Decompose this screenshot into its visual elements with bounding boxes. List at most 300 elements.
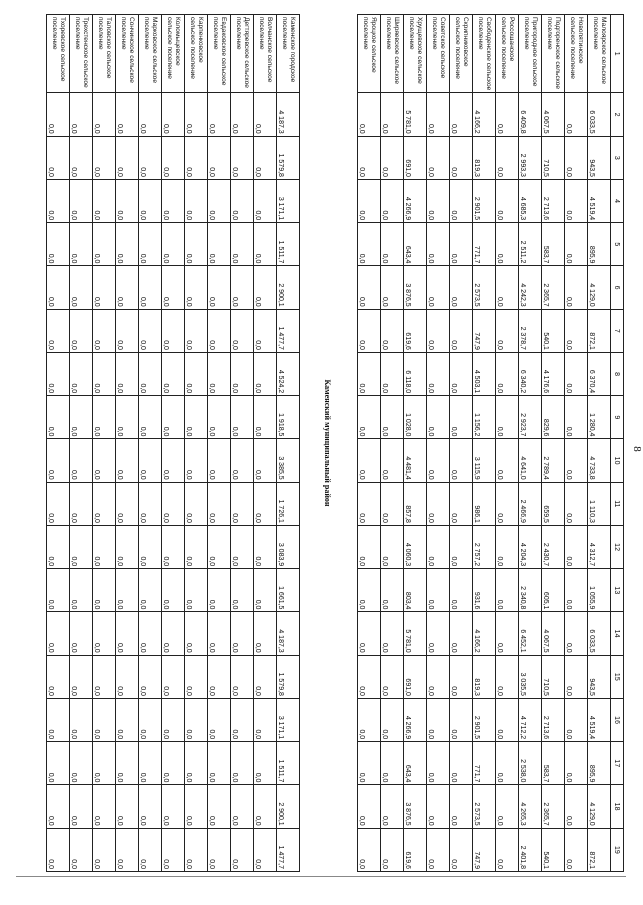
value-cell: 4 060,3 bbox=[404, 525, 427, 568]
value-cell: 1 028,0 bbox=[404, 396, 427, 439]
value-cell: 0,0 bbox=[254, 612, 277, 655]
value-cell: 6 370,4 bbox=[588, 352, 611, 395]
value-cell: 0,0 bbox=[185, 266, 208, 309]
value-cell: 0,0 bbox=[450, 698, 473, 741]
value-cell: 0,0 bbox=[116, 828, 139, 871]
table-row bbox=[231, 15, 254, 872]
settlement-name: Свободенское сельское поселение bbox=[473, 15, 496, 93]
value-cell: 4 129,0 bbox=[588, 266, 611, 309]
value-cell: 0,0 bbox=[254, 525, 277, 568]
value-cell: 857,8 bbox=[404, 482, 427, 525]
value-cell: 1 918,5 bbox=[277, 396, 300, 439]
value-cell: 0,0 bbox=[381, 612, 404, 655]
value-cell: 2 573,5 bbox=[473, 785, 496, 828]
value-cell: 0,0 bbox=[47, 569, 70, 612]
value-cell: 0,0 bbox=[450, 828, 473, 871]
value-cell: 895,9 bbox=[588, 223, 611, 266]
value-cell: 0,0 bbox=[381, 223, 404, 266]
value-cell: 0,0 bbox=[93, 136, 116, 179]
value-cell: 0,0 bbox=[450, 482, 473, 525]
value-cell: 1 055,9 bbox=[588, 569, 611, 612]
value-cell: 943,5 bbox=[588, 136, 611, 179]
column-number-header: 17 bbox=[611, 742, 624, 785]
value-cell: 0,0 bbox=[208, 525, 231, 568]
table-row bbox=[185, 15, 208, 872]
table-row bbox=[277, 15, 300, 872]
value-cell: 819,3 bbox=[473, 136, 496, 179]
value-cell: 3 083,9 bbox=[277, 525, 300, 568]
value-cell: 0,0 bbox=[208, 179, 231, 222]
settlement-name: Советское сельское поселение bbox=[427, 15, 450, 93]
value-cell: 0,0 bbox=[231, 828, 254, 871]
value-cell: 872,1 bbox=[588, 309, 611, 352]
value-cell: 0,0 bbox=[450, 396, 473, 439]
value-cell: 0,0 bbox=[185, 352, 208, 395]
value-cell: 0,0 bbox=[565, 439, 588, 482]
value-cell: 0,0 bbox=[93, 352, 116, 395]
value-cell: 872,1 bbox=[588, 828, 611, 871]
value-cell: 0,0 bbox=[93, 828, 116, 871]
value-cell: 829,6 bbox=[542, 396, 565, 439]
value-cell: 0,0 bbox=[70, 828, 93, 871]
value-cell: 0,0 bbox=[185, 136, 208, 179]
value-cell: 0,0 bbox=[116, 309, 139, 352]
value-cell: 0,0 bbox=[254, 698, 277, 741]
value-cell: 0,0 bbox=[565, 223, 588, 266]
value-cell: 0,0 bbox=[358, 828, 381, 871]
value-cell: 0,0 bbox=[427, 785, 450, 828]
value-cell: 0,0 bbox=[162, 136, 185, 179]
value-cell: 0,0 bbox=[427, 309, 450, 352]
value-cell: 0,0 bbox=[70, 742, 93, 785]
value-cell: 0,0 bbox=[93, 309, 116, 352]
settlement-name: Сончинское сельское поселение bbox=[116, 15, 139, 93]
value-cell: 710,5 bbox=[542, 655, 565, 698]
value-cell: 2 573,5 bbox=[473, 266, 496, 309]
value-cell: 2 378,7 bbox=[519, 309, 542, 352]
value-cell: 0,0 bbox=[496, 655, 519, 698]
value-cell: 0,0 bbox=[116, 698, 139, 741]
table-row bbox=[47, 15, 70, 872]
value-cell: 0,0 bbox=[381, 785, 404, 828]
value-cell: 4 524,2 bbox=[277, 352, 300, 395]
value-cell: 895,9 bbox=[588, 742, 611, 785]
value-cell: 4 481,4 bbox=[404, 439, 427, 482]
value-cell: 0,0 bbox=[47, 352, 70, 395]
value-cell: 0,0 bbox=[450, 223, 473, 266]
value-cell: 0,0 bbox=[496, 482, 519, 525]
value-cell: 0,0 bbox=[254, 439, 277, 482]
value-cell: 0,0 bbox=[381, 742, 404, 785]
value-cell: 4 187,3 bbox=[277, 93, 300, 136]
value-cell: 1 477,7 bbox=[277, 309, 300, 352]
value-cell: 4 166,2 bbox=[473, 93, 496, 136]
value-cell: 0,0 bbox=[116, 352, 139, 395]
value-cell: 0,0 bbox=[162, 698, 185, 741]
value-cell: 0,0 bbox=[450, 612, 473, 655]
value-cell: 0,0 bbox=[139, 785, 162, 828]
value-cell: 0,0 bbox=[208, 742, 231, 785]
value-cell: 0,0 bbox=[185, 655, 208, 698]
value-cell: 0,0 bbox=[208, 612, 231, 655]
value-cell: 0,0 bbox=[70, 569, 93, 612]
value-cell: 0,0 bbox=[381, 698, 404, 741]
value-cell: 0,0 bbox=[254, 785, 277, 828]
value-cell: 0,0 bbox=[231, 266, 254, 309]
value-cell: 5 781,0 bbox=[404, 612, 427, 655]
value-cell: 0,0 bbox=[231, 223, 254, 266]
value-cell: 0,0 bbox=[208, 396, 231, 439]
value-cell: 0,0 bbox=[496, 439, 519, 482]
value-cell: 4 266,9 bbox=[404, 698, 427, 741]
table-row bbox=[139, 15, 162, 872]
value-cell: 0,0 bbox=[427, 136, 450, 179]
value-cell: 4 067,5 bbox=[542, 93, 565, 136]
value-cell: 0,0 bbox=[70, 93, 93, 136]
page-number: 8 bbox=[630, 446, 643, 452]
value-cell: 0,0 bbox=[47, 525, 70, 568]
value-cell: 1 579,8 bbox=[277, 655, 300, 698]
value-cell: 0,0 bbox=[47, 612, 70, 655]
value-cell: 0,0 bbox=[565, 785, 588, 828]
value-cell: 4 519,4 bbox=[588, 179, 611, 222]
value-cell: 0,0 bbox=[116, 612, 139, 655]
value-cell: 0,0 bbox=[254, 655, 277, 698]
value-cell: 0,0 bbox=[565, 266, 588, 309]
value-cell: 0,0 bbox=[185, 309, 208, 352]
value-cell: 619,6 bbox=[404, 828, 427, 871]
value-cell: 0,0 bbox=[116, 266, 139, 309]
value-cell: 0,0 bbox=[358, 266, 381, 309]
table-row bbox=[565, 15, 588, 872]
value-cell: 0,0 bbox=[427, 93, 450, 136]
value-cell: 4 204,3 bbox=[519, 525, 542, 568]
value-cell: 0,0 bbox=[116, 439, 139, 482]
value-cell: 691,0 bbox=[404, 136, 427, 179]
value-cell: 1 661,5 bbox=[277, 569, 300, 612]
value-cell: 0,0 bbox=[208, 828, 231, 871]
column-number-header: 5 bbox=[611, 223, 624, 266]
value-cell: 0,0 bbox=[565, 179, 588, 222]
value-cell: 0,0 bbox=[427, 482, 450, 525]
settlement-name: Волчанское сельское поселение bbox=[254, 15, 277, 93]
value-cell: 0,0 bbox=[185, 223, 208, 266]
column-number-header: 14 bbox=[611, 612, 624, 655]
value-cell: 0,0 bbox=[93, 266, 116, 309]
value-cell: 0,0 bbox=[116, 136, 139, 179]
value-cell: 0,0 bbox=[231, 396, 254, 439]
value-cell: 0,0 bbox=[231, 569, 254, 612]
value-cell: 2 901,5 bbox=[473, 698, 496, 741]
section-title: Каменский муниципальный район bbox=[323, 379, 332, 507]
column-number-header: 10 bbox=[611, 439, 624, 482]
value-cell: 6 452,1 bbox=[519, 612, 542, 655]
value-cell: 2 430,7 bbox=[542, 525, 565, 568]
value-cell: 583,7 bbox=[542, 223, 565, 266]
value-cell: 0,0 bbox=[381, 352, 404, 395]
value-cell: 0,0 bbox=[427, 698, 450, 741]
value-cell: 605,1 bbox=[542, 569, 565, 612]
value-cell: 0,0 bbox=[381, 828, 404, 871]
value-cell: 0,0 bbox=[47, 396, 70, 439]
value-cell: 0,0 bbox=[565, 742, 588, 785]
value-cell: 2 789,4 bbox=[542, 439, 565, 482]
value-cell: 0,0 bbox=[185, 698, 208, 741]
value-cell: 0,0 bbox=[450, 352, 473, 395]
value-cell: 0,0 bbox=[139, 655, 162, 698]
value-cell: 2 401,8 bbox=[519, 828, 542, 871]
value-cell: 0,0 bbox=[185, 828, 208, 871]
value-cell: 4 312,7 bbox=[588, 525, 611, 568]
value-cell: 0,0 bbox=[496, 179, 519, 222]
value-cell: 4 129,0 bbox=[588, 785, 611, 828]
value-cell: 0,0 bbox=[47, 698, 70, 741]
value-cell: 0,0 bbox=[70, 266, 93, 309]
value-cell: 2 923,7 bbox=[519, 396, 542, 439]
value-cell: 0,0 bbox=[450, 266, 473, 309]
value-cell: 2 466,9 bbox=[519, 482, 542, 525]
rotated-content bbox=[32, 14, 632, 884]
value-cell: 0,0 bbox=[139, 396, 162, 439]
settlement-name: Трехстенское сельское поселение bbox=[70, 15, 93, 93]
settlement-name: Каменское городское поселение bbox=[277, 15, 300, 93]
value-cell: 0,0 bbox=[93, 785, 116, 828]
value-cell: 0,0 bbox=[93, 698, 116, 741]
value-cell: 0,0 bbox=[358, 93, 381, 136]
settlement-name: Дегтяревское сельское поселение bbox=[231, 15, 254, 93]
table-row bbox=[93, 15, 116, 872]
table-row bbox=[473, 15, 496, 872]
value-cell: 0,0 bbox=[381, 309, 404, 352]
value-cell: 6 118,0 bbox=[404, 352, 427, 395]
value-cell: 0,0 bbox=[162, 439, 185, 482]
value-cell: 0,0 bbox=[450, 179, 473, 222]
value-cell: 0,0 bbox=[358, 655, 381, 698]
value-cell: 0,0 bbox=[162, 785, 185, 828]
value-cell: 0,0 bbox=[139, 352, 162, 395]
value-cell: 0,0 bbox=[208, 785, 231, 828]
value-cell: 2 900,1 bbox=[277, 785, 300, 828]
value-cell: 0,0 bbox=[185, 396, 208, 439]
column-number-header: 4 bbox=[611, 179, 624, 222]
column-number-header: 9 bbox=[611, 396, 624, 439]
value-cell: 943,5 bbox=[588, 655, 611, 698]
value-cell: 0,0 bbox=[93, 396, 116, 439]
table-row bbox=[450, 15, 473, 872]
value-cell: 0,0 bbox=[381, 482, 404, 525]
settlement-name: Таловское сельское поселение bbox=[93, 15, 116, 93]
value-cell: 0,0 bbox=[116, 785, 139, 828]
value-cell: 0,0 bbox=[93, 569, 116, 612]
value-cell: 0,0 bbox=[450, 439, 473, 482]
value-cell: 0,0 bbox=[254, 482, 277, 525]
value-cell: 0,0 bbox=[496, 612, 519, 655]
value-cell: 0,0 bbox=[450, 569, 473, 612]
value-cell: 0,0 bbox=[381, 655, 404, 698]
value-cell: 0,0 bbox=[70, 352, 93, 395]
value-cell: 0,0 bbox=[358, 525, 381, 568]
value-cell: 819,3 bbox=[473, 655, 496, 698]
value-cell: 0,0 bbox=[496, 266, 519, 309]
value-cell: 0,0 bbox=[358, 223, 381, 266]
value-cell: 0,0 bbox=[93, 93, 116, 136]
value-cell: 2 538,0 bbox=[519, 742, 542, 785]
value-cell: 0,0 bbox=[208, 569, 231, 612]
value-cell: 0,0 bbox=[358, 396, 381, 439]
value-cell: 1 280,4 bbox=[588, 396, 611, 439]
value-cell: 0,0 bbox=[47, 482, 70, 525]
settlement-name: Марковское сельское поселение bbox=[139, 15, 162, 93]
value-cell: 0,0 bbox=[70, 698, 93, 741]
value-cell: 0,0 bbox=[427, 439, 450, 482]
value-cell: 5 781,0 bbox=[404, 93, 427, 136]
value-cell: 0,0 bbox=[254, 223, 277, 266]
value-cell: 0,0 bbox=[208, 698, 231, 741]
value-cell: 0,0 bbox=[565, 655, 588, 698]
value-cell: 0,0 bbox=[139, 612, 162, 655]
value-cell: 0,0 bbox=[496, 352, 519, 395]
table-row bbox=[381, 15, 404, 872]
value-cell: 0,0 bbox=[496, 396, 519, 439]
value-cell: 0,0 bbox=[139, 569, 162, 612]
column-number-header: 3 bbox=[611, 136, 624, 179]
value-cell: 0,0 bbox=[254, 309, 277, 352]
value-cell: 0,0 bbox=[116, 525, 139, 568]
value-cell: 1 156,2 bbox=[473, 396, 496, 439]
settlement-name: Яроцкое сельское поселение bbox=[358, 15, 381, 93]
value-cell: 0,0 bbox=[162, 352, 185, 395]
value-cell: 0,0 bbox=[70, 396, 93, 439]
value-cell: 0,0 bbox=[381, 396, 404, 439]
value-cell: 0,0 bbox=[70, 179, 93, 222]
table-row bbox=[542, 15, 565, 872]
column-number-header: 16 bbox=[611, 698, 624, 741]
value-cell: 1 511,7 bbox=[277, 742, 300, 785]
value-cell: 0,0 bbox=[139, 223, 162, 266]
value-cell: 2 365,7 bbox=[542, 785, 565, 828]
value-cell: 0,0 bbox=[496, 742, 519, 785]
column-number-header: 12 bbox=[611, 525, 624, 568]
value-cell: 0,0 bbox=[358, 179, 381, 222]
value-cell: 0,0 bbox=[427, 223, 450, 266]
value-cell: 0,0 bbox=[565, 136, 588, 179]
value-cell: 0,0 bbox=[496, 828, 519, 871]
value-cell: 0,0 bbox=[231, 698, 254, 741]
value-cell: 0,0 bbox=[254, 266, 277, 309]
value-cell: 0,0 bbox=[185, 93, 208, 136]
value-cell: 2 900,1 bbox=[277, 266, 300, 309]
value-cell: 0,0 bbox=[358, 698, 381, 741]
value-cell: 0,0 bbox=[93, 179, 116, 222]
value-cell: 3 876,5 bbox=[404, 266, 427, 309]
value-cell: 0,0 bbox=[139, 698, 162, 741]
value-cell: 0,0 bbox=[47, 439, 70, 482]
value-cell: 0,0 bbox=[450, 525, 473, 568]
value-cell: 0,0 bbox=[185, 612, 208, 655]
value-cell: 0,0 bbox=[231, 439, 254, 482]
value-cell: 0,0 bbox=[496, 698, 519, 741]
value-cell: 2 713,6 bbox=[542, 179, 565, 222]
table-row bbox=[404, 15, 427, 872]
value-cell: 0,0 bbox=[496, 785, 519, 828]
value-cell: 0,0 bbox=[185, 569, 208, 612]
table-upper bbox=[357, 14, 624, 872]
value-cell: 0,0 bbox=[254, 396, 277, 439]
value-cell: 0,0 bbox=[208, 439, 231, 482]
value-cell: 771,7 bbox=[473, 742, 496, 785]
table-row bbox=[116, 15, 139, 872]
value-cell: 0,0 bbox=[381, 179, 404, 222]
value-cell: 2 757,2 bbox=[473, 525, 496, 568]
value-cell: 0,0 bbox=[450, 785, 473, 828]
table-row bbox=[162, 15, 185, 872]
value-cell: 4 242,3 bbox=[519, 266, 542, 309]
value-cell: 0,0 bbox=[565, 309, 588, 352]
value-cell: 4 733,8 bbox=[588, 439, 611, 482]
value-cell: 2 340,8 bbox=[519, 569, 542, 612]
value-cell: 0,0 bbox=[70, 439, 93, 482]
settlement-name: Ширяевское сельское поселение bbox=[381, 15, 404, 93]
value-cell: 0,0 bbox=[358, 309, 381, 352]
value-cell: 0,0 bbox=[116, 482, 139, 525]
value-cell: 1 726,1 bbox=[277, 482, 300, 525]
settlement-name: Евдаковское сельское поселение bbox=[208, 15, 231, 93]
value-cell: 0,0 bbox=[116, 223, 139, 266]
value-cell: 0,0 bbox=[162, 309, 185, 352]
value-cell: 0,0 bbox=[185, 742, 208, 785]
value-cell: 6 340,2 bbox=[519, 352, 542, 395]
value-cell: 6 033,5 bbox=[588, 93, 611, 136]
value-cell: 0,0 bbox=[254, 136, 277, 179]
value-cell: 747,9 bbox=[473, 309, 496, 352]
value-cell: 0,0 bbox=[139, 266, 162, 309]
value-cell: 2 901,5 bbox=[473, 179, 496, 222]
value-cell: 0,0 bbox=[47, 179, 70, 222]
value-cell: 0,0 bbox=[208, 223, 231, 266]
value-cell: 0,0 bbox=[231, 93, 254, 136]
value-cell: 0,0 bbox=[565, 698, 588, 741]
value-cell: 0,0 bbox=[70, 785, 93, 828]
value-cell: 0,0 bbox=[496, 525, 519, 568]
value-cell: 0,0 bbox=[381, 136, 404, 179]
value-cell: 0,0 bbox=[162, 482, 185, 525]
value-cell: 0,0 bbox=[139, 93, 162, 136]
value-cell: 4 176,6 bbox=[542, 352, 565, 395]
value-cell: 6 033,5 bbox=[588, 612, 611, 655]
value-cell: 0,0 bbox=[427, 352, 450, 395]
value-cell: 0,0 bbox=[162, 93, 185, 136]
value-cell: 0,0 bbox=[116, 93, 139, 136]
value-cell: 0,0 bbox=[93, 655, 116, 698]
value-cell: 0,0 bbox=[93, 482, 116, 525]
value-cell: 0,0 bbox=[185, 785, 208, 828]
value-cell: 0,0 bbox=[565, 525, 588, 568]
value-cell: 0,0 bbox=[208, 93, 231, 136]
value-cell: 0,0 bbox=[139, 525, 162, 568]
value-cell: 0,0 bbox=[381, 569, 404, 612]
column-number-header: 11 bbox=[611, 482, 624, 525]
value-cell: 0,0 bbox=[162, 828, 185, 871]
value-cell: 619,6 bbox=[404, 309, 427, 352]
value-cell: 0,0 bbox=[358, 785, 381, 828]
value-cell: 0,0 bbox=[254, 179, 277, 222]
value-cell: 0,0 bbox=[208, 655, 231, 698]
value-cell: 0,0 bbox=[162, 525, 185, 568]
value-cell: 0,0 bbox=[162, 396, 185, 439]
value-cell: 0,0 bbox=[47, 309, 70, 352]
value-cell: 4 519,4 bbox=[588, 698, 611, 741]
value-cell: 4 067,5 bbox=[542, 612, 565, 655]
